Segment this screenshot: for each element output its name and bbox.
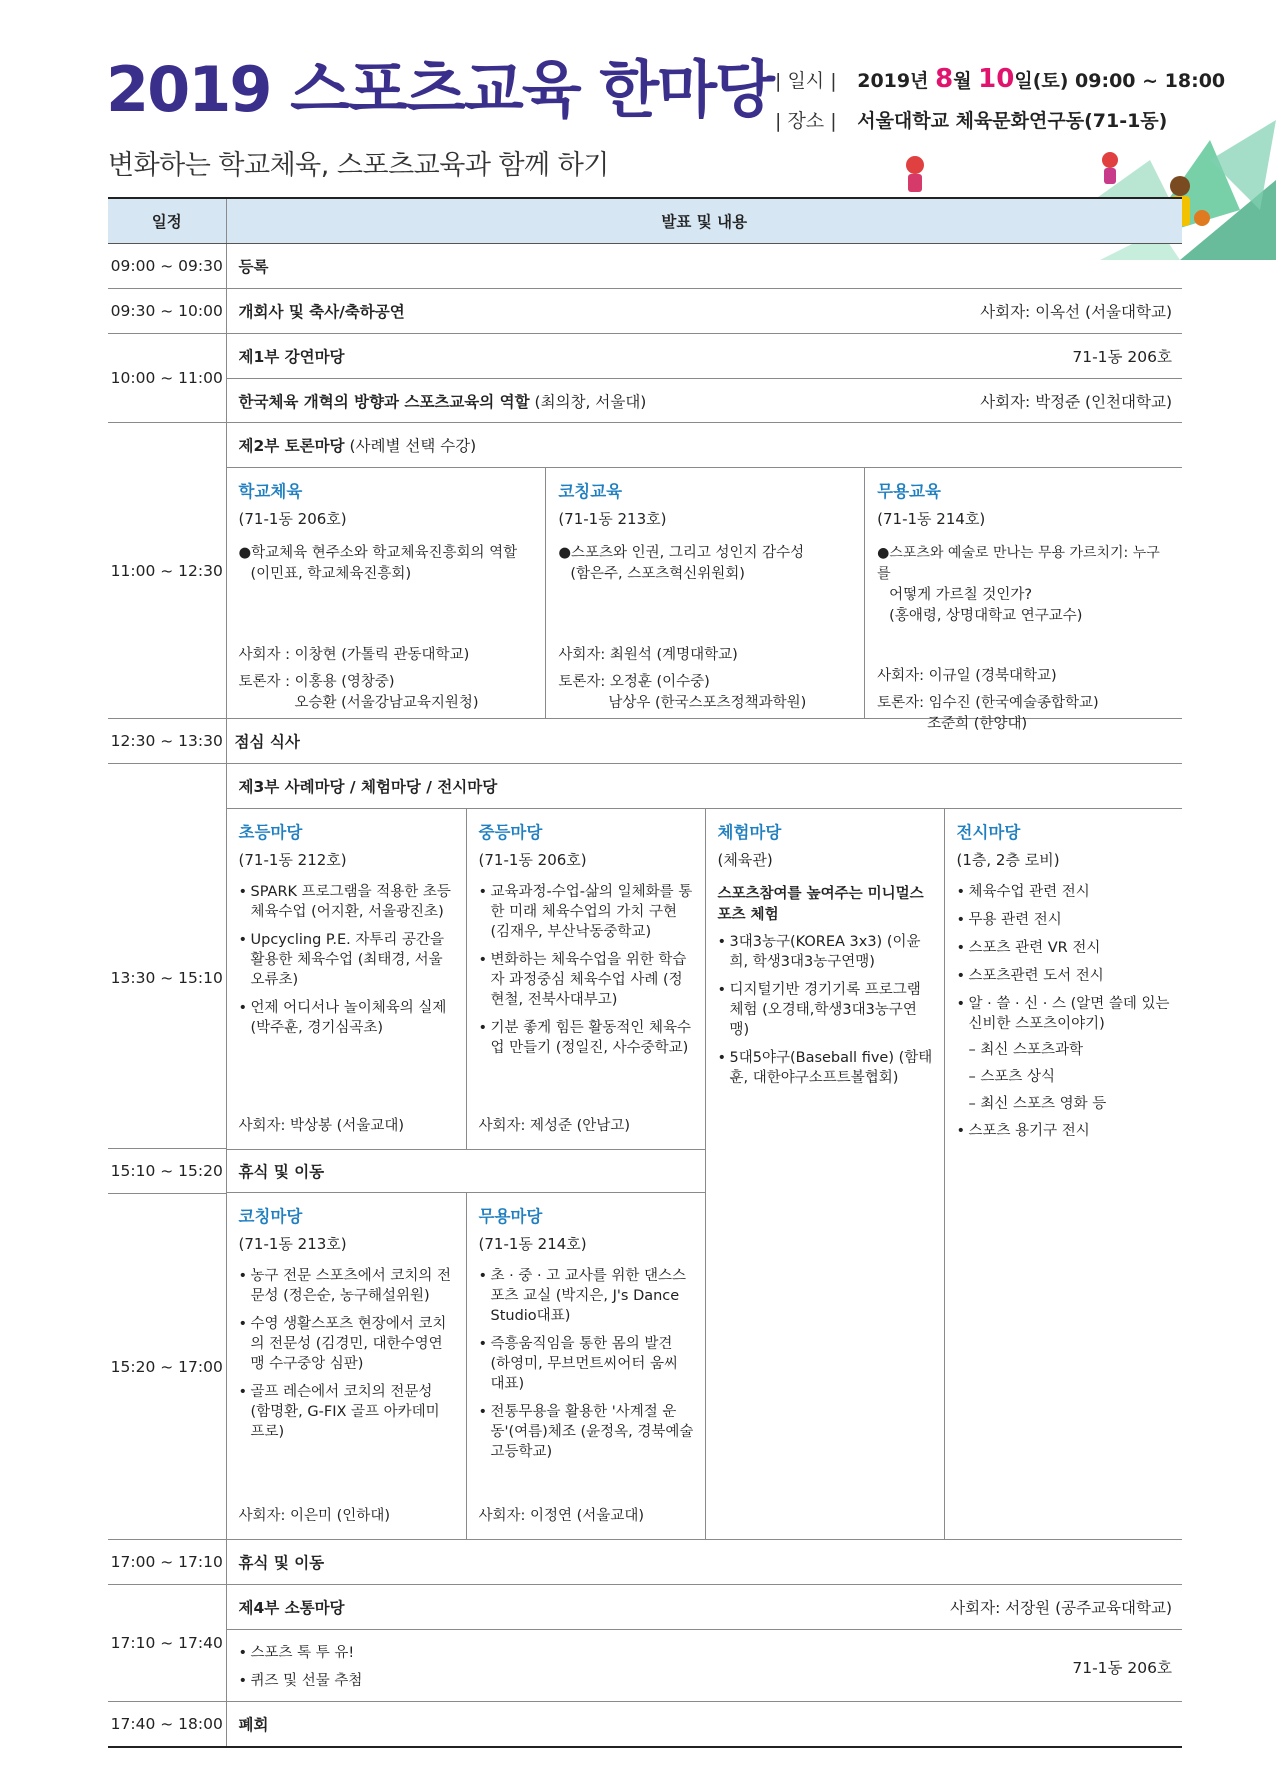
col-name: 무용교육 — [877, 482, 941, 501]
col-item: ●학교체육 현주소와 학교체육진흥회의 역할 — [238, 545, 518, 561]
discussion-col-school — [227, 468, 546, 718]
sub-item: – 스포츠 상식 — [968, 1069, 1056, 1085]
item-list — [479, 882, 695, 1058]
list-item: • 초 · 중 · 고 교사를 위한 댄스스포츠 교실 (박지은, J's Dance Studio대표) — [479, 1266, 695, 1326]
row-title: 등록 — [238, 258, 269, 276]
discussion-col-coaching — [545, 468, 864, 718]
list-item: • 5대5야구(Baseball five) (함태훈, 대한야구소프트볼협회) — [718, 1048, 934, 1088]
col-moderator: 사회자: 제성준 (안남고) — [478, 1118, 630, 1134]
col-discussant: 토론자: 임수진 (한국예술종합학교) — [877, 695, 1099, 711]
row-time: 10:00 ~ 11:00 — [108, 334, 226, 423]
col-item-speaker: (홍애령, 상명대학교 연구교수) — [889, 608, 1083, 624]
date-label: | 일시 | — [775, 70, 837, 92]
col-discussant-2: 남상우 (한국스포츠정책과학원) — [608, 695, 807, 711]
session-coaching — [227, 1193, 466, 1539]
event-subtitle: 변화하는 학교체육, 스포츠교육과 함께 하기 — [108, 150, 609, 181]
col-item-speaker: (이민표, 학교체육진흥회) — [250, 566, 412, 582]
row-time: 09:00 ~ 09:30 — [108, 244, 226, 289]
item-list — [957, 1121, 1173, 1141]
sub-item: – 최신 스포츠과학 — [968, 1042, 1084, 1058]
col-discussant-2: 오승환 (서울강남교육지원청) — [294, 695, 479, 711]
col-name: 코칭교육 — [558, 482, 623, 501]
venue-label: | 장소 | — [775, 110, 837, 132]
col-discussant: 토론자: 오정훈 (이수중) — [558, 674, 710, 690]
list-item: • 체육수업 관련 전시 — [957, 882, 1173, 902]
row-moderator: 사회자: 이옥선 (서울대학교) — [980, 303, 1172, 321]
lecture-title: 한국체육 개혁의 방향과 스포츠교육의 역할 — [238, 392, 530, 411]
list-item: • 변화하는 체육수업을 위한 학습자 과정중심 체육수업 사례 (정현철, 전북사대부고) — [479, 950, 695, 1010]
row-title: 개회사 및 축사/축하공연 — [238, 303, 405, 321]
row-discussion — [108, 423, 1182, 719]
col-name: 무용마당 — [478, 1207, 543, 1226]
discussion-col-dance — [864, 468, 1182, 732]
row-title: 제4부 소통마당 — [238, 1599, 345, 1617]
row-time: 13:30 ~ 15:10 — [110, 969, 223, 987]
col-location: (71-1동 214호) — [478, 1235, 587, 1253]
row-title: 휴식 및 이동 — [238, 1163, 325, 1181]
col-moderator: 사회자: 이정연 (서울교대) — [478, 1508, 644, 1524]
lecture-speaker: (최의창, 서울대) — [534, 392, 647, 411]
col-location: (71-1동 213호) — [558, 510, 667, 528]
session-secondary — [466, 809, 705, 1149]
col-location: (71-1동 206호) — [478, 851, 587, 869]
col-location: (체육관) — [717, 851, 773, 869]
item-list — [479, 1266, 695, 1462]
session-dance — [466, 1193, 705, 1539]
col-location: (71-1동 212호) — [238, 851, 347, 869]
list-item: • 전통무용을 활용한 '사계절 운동'(여름)체조 (윤정옥, 경북예술고등학교) — [479, 1402, 695, 1462]
break-row — [227, 1149, 705, 1193]
session-elementary — [227, 809, 466, 1149]
row-time: 09:30 ~ 10:00 — [108, 289, 226, 334]
col-name: 초등마당 — [238, 823, 303, 842]
sub-item: – 최신 스포츠 영화 등 — [968, 1096, 1107, 1112]
row-title: 폐회 — [238, 1716, 269, 1734]
col-name: 중등마당 — [478, 823, 543, 842]
row-lecture — [108, 334, 1182, 423]
lecture-moderator: 사회자: 박정준 (인천대학교) — [980, 392, 1172, 411]
col-name: 학교체육 — [238, 482, 303, 501]
row-time: 12:30 ~ 13:30 — [108, 719, 226, 764]
schedule-table — [108, 197, 1182, 1748]
col-item: ●스포츠와 인권, 그리고 성인지 감수성 — [558, 545, 805, 561]
list-item: • 기분 좋게 힘든 활동적인 체육수업 만들기 (정일진, 사수중학교) — [479, 1018, 695, 1058]
col-name: 체험마당 — [717, 823, 782, 842]
list-item: • 알 · 쓸 · 신 · 스 (알면 쓸데 있는 신비한 스포츠이야기) — [957, 994, 1173, 1034]
row-room: 71-1동 206호 — [1072, 348, 1172, 366]
list-item: • 스포츠관련 도서 전시 — [957, 966, 1173, 986]
list-item: • 디지털기반 경기기록 프로그램 체험 (오경태,학생3대3농구연맹) — [718, 980, 934, 1040]
list-item: • 교육과정-수업-삶의 일체화를 통한 미래 체육수업의 가치 구현 (김재우, 부산낙동중학교) — [479, 882, 695, 942]
row-time-session2: 15:20 ~ 17:00 — [110, 1357, 223, 1376]
item-list — [718, 932, 934, 1088]
col-discussant: 토론자 : 이홍용 (영창중) — [238, 674, 395, 690]
list-item: • 즉흥움직임을 통한 몸의 발견 (하영미, 무브먼트씨어터 움씨 대표) — [479, 1334, 695, 1394]
row-moderator: 사회자: 서장원 (공주교육대학교) — [950, 1599, 1172, 1617]
list-item: • 언제 어디서나 놀이체육의 실제 (박주훈, 경기심곡초) — [239, 998, 456, 1038]
list-item: • 수영 생활스포츠 현장에서 코치의 전문성 (김경민, 대한수영연맹 수구중앙 심판) — [239, 1314, 456, 1374]
row-title: 휴식 및 이동 — [238, 1554, 325, 1572]
list-item: • Upcycling P.E. 자투리 공간을 활용한 체육수업 (최태경, 서울오류초) — [239, 930, 456, 990]
col-heading: 스포츠참여를 높여주는 미니멀스포츠 체험 — [717, 886, 924, 923]
date-time: 일(토) 09:00 ~ 18:00 — [1014, 70, 1226, 92]
header-content: 발표 및 내용 — [226, 198, 1182, 244]
row-closing — [108, 1702, 1182, 1748]
row-part3 — [108, 764, 1182, 1540]
list-item: • 스포츠 톡 투 유! — [239, 1643, 363, 1663]
list-item: • 퀴즈 및 선물 추첨 — [239, 1671, 363, 1691]
row-title: 제2부 토론마당 — [238, 437, 345, 455]
row-communication — [108, 1585, 1182, 1702]
venue-text: 서울대학교 체육문화연구동(71-1동) — [857, 110, 1168, 132]
row-title-note: (사례별 선택 수강) — [349, 437, 477, 455]
row-time: 17:10 ~ 17:40 — [108, 1585, 226, 1702]
row-room: 71-1동 206호 — [1072, 1658, 1172, 1677]
item-list — [957, 882, 1173, 1034]
col-discussant-2: 조준희 (한양대) — [927, 716, 1028, 732]
col-moderator: 사회자: 이은미 (인하대) — [238, 1508, 390, 1524]
col-location: (1층, 2층 로비) — [956, 851, 1060, 869]
list-item: • 무용 관련 전시 — [957, 910, 1173, 930]
row-time-break: 15:10 ~ 15:20 — [108, 1148, 226, 1194]
col-item-speaker: (함은주, 스포츠혁신위원회) — [570, 566, 745, 582]
item-list — [239, 882, 456, 1038]
row-title: 점심 식사 — [234, 733, 300, 751]
date-day: 10 — [978, 64, 1015, 94]
list-item: • 농구 전문 스포츠에서 코치의 전문성 (정은순, 농구해설위원) — [239, 1266, 456, 1306]
row-registration — [108, 244, 1182, 289]
row-time: 17:40 ~ 18:00 — [108, 1702, 226, 1748]
session-exhibition — [944, 809, 1183, 1539]
event-title: 2019 스포츠교육 한마당 — [106, 53, 773, 126]
header-time: 일정 — [108, 198, 226, 244]
col-location: (71-1동 214호) — [877, 510, 986, 528]
item-list — [239, 1266, 456, 1442]
list-item: • 3대3농구(KOREA 3x3) (이윤희, 학생3대3농구연맹) — [718, 932, 934, 972]
col-moderator: 사회자: 이규일 (경북대학교) — [877, 668, 1057, 684]
col-item: ●스포츠와 예술로 만나는 무용 가르치기: 누구를 — [877, 545, 1160, 582]
session-experience — [705, 809, 944, 1539]
spacer — [108, 764, 226, 808]
col-location: (71-1동 206호) — [238, 510, 347, 528]
row-title: 제3부 사례마당 / 체험마당 / 전시마당 — [238, 778, 498, 796]
col-moderator: 사회자 : 이창현 (가톨릭 관동대학교) — [238, 647, 470, 663]
row-time: 11:00 ~ 12:30 — [108, 423, 226, 719]
col-item-cont: 어떻게 가르칠 것인가? — [889, 587, 1033, 603]
row-title: 제1부 강연마당 — [238, 348, 345, 366]
row-time: 17:00 ~ 17:10 — [108, 1540, 226, 1585]
date-year: 2019년 — [857, 70, 929, 92]
list-item: • 골프 레슨에서 코치의 전문성 (함명환, G-FIX 골프 아카데미 프로) — [239, 1382, 456, 1442]
date-month: 8 — [935, 64, 954, 94]
col-location: (71-1동 213호) — [238, 1235, 347, 1253]
row-break — [108, 1540, 1182, 1585]
list-item: • 스포츠 용기구 전시 — [957, 1121, 1173, 1141]
col-moderator: 사회자: 최원석 (계명대학교) — [558, 647, 738, 663]
event-date — [775, 64, 1225, 94]
list-item: • SPARK 프로그램을 적용한 초등 체육수업 (어지환, 서울광진초) — [239, 882, 456, 922]
row-opening — [108, 289, 1182, 334]
date-month-unit: 월 — [953, 70, 972, 92]
item-list — [239, 1643, 363, 1691]
col-name: 전시마당 — [956, 823, 1021, 842]
list-item: • 스포츠 관련 VR 전시 — [957, 938, 1173, 958]
col-name: 코칭마당 — [238, 1207, 303, 1226]
col-moderator: 사회자: 박상봉 (서울교대) — [238, 1118, 404, 1134]
